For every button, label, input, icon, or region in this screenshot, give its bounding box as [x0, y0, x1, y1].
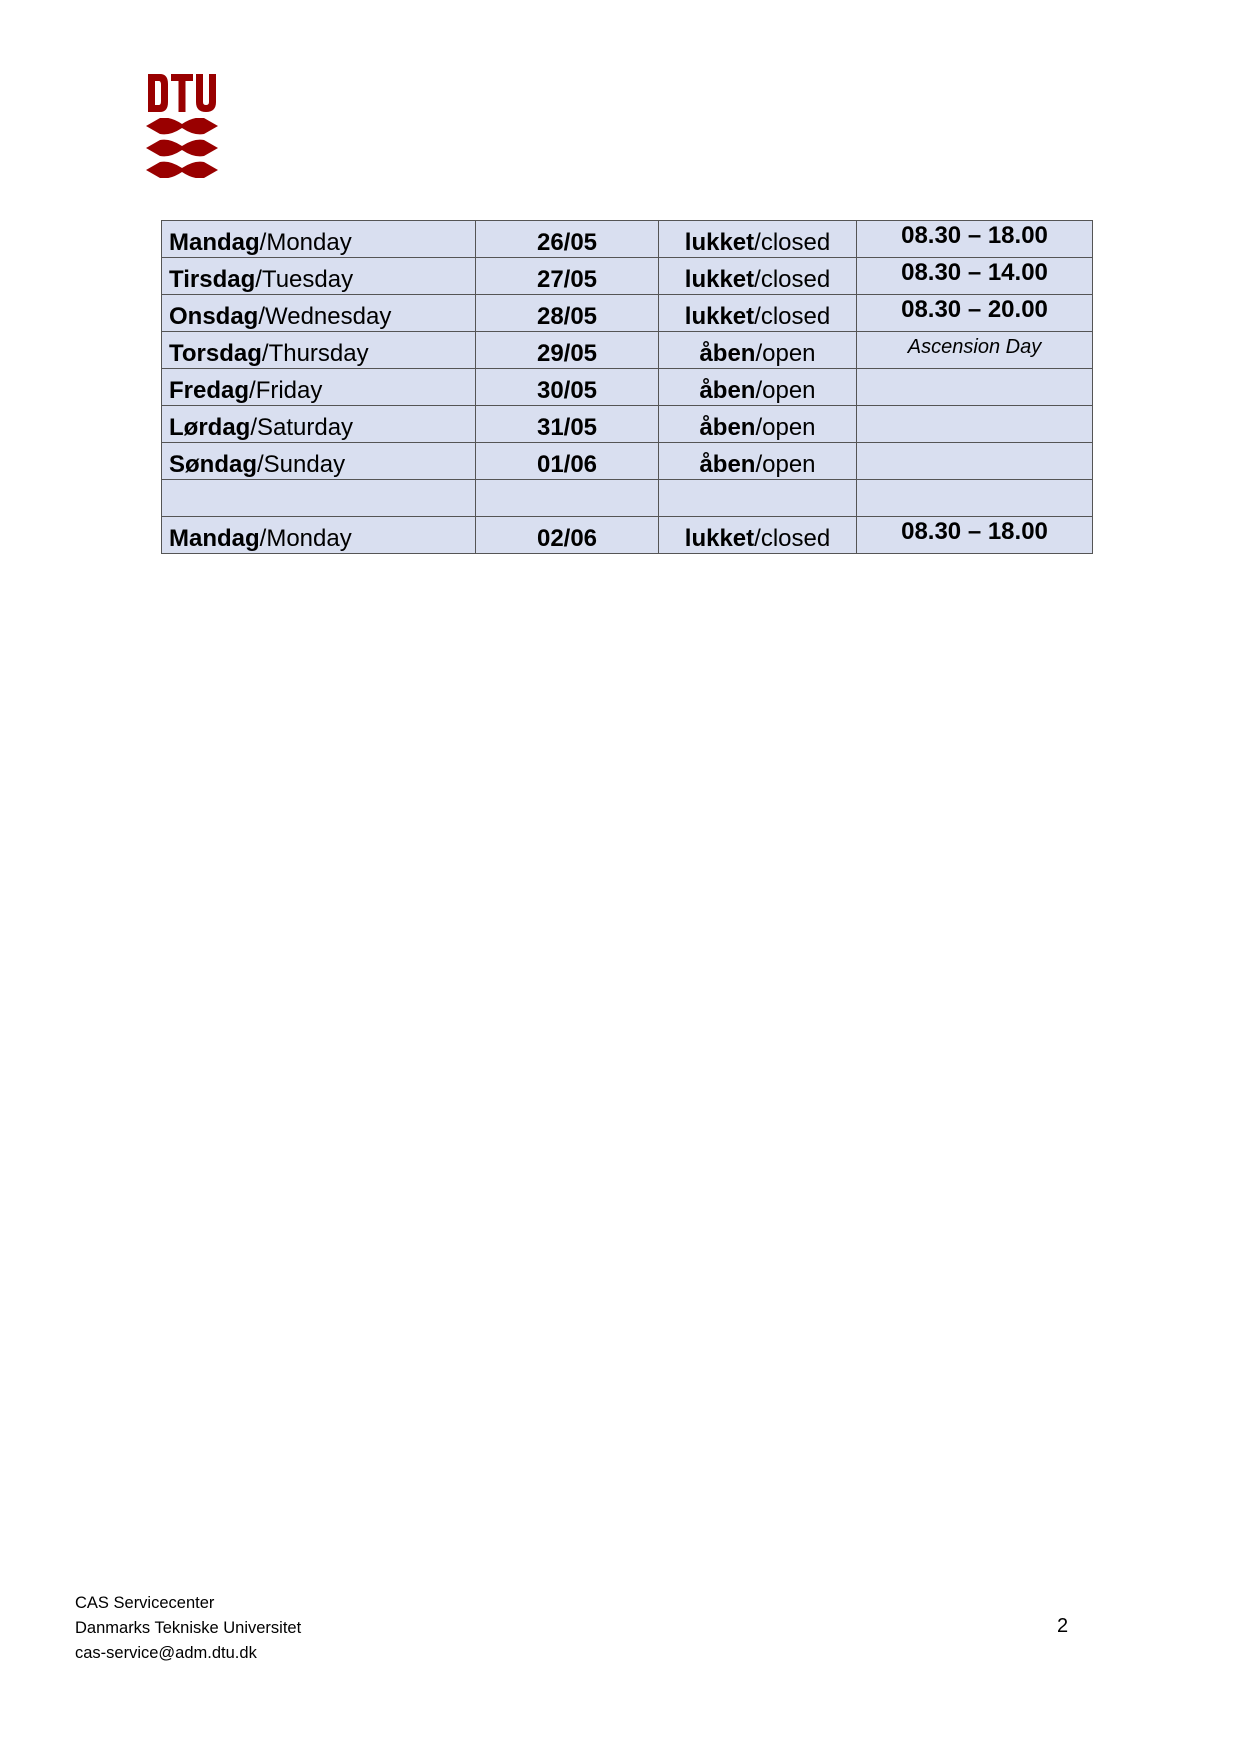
status-separator: / — [755, 451, 763, 478]
date-cell — [476, 406, 659, 443]
footer-email[interactable]: cas-service@adm.dtu.dk — [75, 1644, 257, 1662]
hours-cell — [857, 369, 1093, 406]
hours-cell — [857, 406, 1093, 443]
date-value: 28/05 — [536, 303, 598, 330]
hours-value — [857, 406, 1092, 408]
status-cell — [659, 406, 857, 443]
date-cell — [476, 258, 659, 295]
day-english: Sunday — [263, 451, 346, 478]
dtu-logo — [146, 72, 218, 178]
status-separator: / — [754, 229, 761, 256]
date-cell — [476, 332, 659, 369]
opening-hours-table-body — [162, 221, 1093, 554]
table-row — [162, 443, 1093, 480]
day-danish: Fredag — [169, 377, 250, 404]
table-row-empty — [162, 480, 1093, 517]
status-separator: / — [755, 340, 763, 367]
hours-value — [857, 480, 1092, 482]
hours-cell — [857, 221, 1093, 258]
status-cell — [659, 258, 857, 295]
status-cell — [659, 295, 857, 332]
status-english: closed — [760, 303, 831, 330]
day-cell — [162, 443, 476, 480]
day-danish: Tirsdag — [169, 266, 256, 293]
status-separator: / — [755, 377, 763, 404]
day-english: Wednesday — [265, 303, 392, 330]
day-cell — [162, 332, 476, 369]
table-row — [162, 332, 1093, 369]
hours-cell — [857, 480, 1093, 517]
date-value: 27/05 — [536, 266, 598, 293]
footer-university: Danmarks Tekniske Universitet — [75, 1619, 302, 1637]
day-separator: / — [258, 303, 266, 330]
day-cell — [162, 480, 476, 517]
status-danish: åben — [699, 414, 756, 441]
date-cell — [476, 480, 659, 517]
hours-cell — [857, 517, 1093, 554]
status-english: open — [762, 377, 816, 404]
status-english: open — [762, 451, 816, 478]
day-english: Friday — [255, 377, 323, 404]
status-english: open — [762, 414, 816, 441]
status-cell — [659, 517, 857, 554]
page-number: 2 — [1057, 1615, 1069, 1637]
day-separator: / — [259, 229, 267, 256]
status-separator: / — [754, 525, 761, 552]
date-cell — [476, 295, 659, 332]
hours-value: 08.30 – 14.00 — [901, 259, 1048, 286]
hours-value: 08.30 – 20.00 — [901, 296, 1048, 323]
date-value: 31/05 — [536, 414, 598, 441]
hours-cell — [857, 295, 1093, 332]
hours-cell — [857, 332, 1093, 369]
table-row — [162, 406, 1093, 443]
day-separator: / — [255, 266, 262, 293]
status-danish: lukket — [684, 525, 755, 552]
status-separator: / — [754, 303, 761, 330]
table-row — [162, 295, 1093, 332]
hours-cell — [857, 258, 1093, 295]
hours-cell — [857, 443, 1093, 480]
day-danish: Mandag — [169, 525, 260, 552]
date-cell — [476, 221, 659, 258]
day-danish: Mandag — [169, 229, 260, 256]
day-separator: / — [249, 377, 256, 404]
day-danish: Torsdag — [169, 340, 262, 367]
hours-value — [857, 443, 1092, 445]
date-value: 01/06 — [536, 451, 598, 478]
status-cell — [659, 369, 857, 406]
status-cell — [659, 443, 857, 480]
date-cell — [476, 369, 659, 406]
day-danish: Lørdag — [169, 414, 251, 441]
day-cell — [162, 369, 476, 406]
date-value: 29/05 — [536, 340, 598, 367]
status-danish: lukket — [684, 303, 755, 330]
status-danish: lukket — [684, 229, 755, 256]
day-separator: / — [259, 525, 267, 552]
day-english: Saturday — [257, 414, 354, 441]
status-cell — [659, 480, 857, 517]
status-danish: lukket — [684, 266, 755, 293]
date-value: 30/05 — [536, 377, 598, 404]
status-danish: åben — [699, 340, 756, 367]
hours-value: 08.30 – 18.00 — [901, 222, 1048, 249]
day-separator: / — [250, 414, 257, 441]
day-cell — [162, 258, 476, 295]
status-english: open — [762, 340, 816, 367]
date-cell — [476, 517, 659, 554]
status-danish: åben — [699, 451, 756, 478]
hours-value — [857, 369, 1092, 371]
dtu-logo-waves — [146, 118, 218, 178]
day-cell — [162, 295, 476, 332]
day-cell — [162, 517, 476, 554]
status-cell — [659, 221, 857, 258]
status-english: closed — [760, 229, 831, 256]
dtu-logo-wordmark — [146, 72, 218, 114]
day-danish: Onsdag — [169, 303, 259, 330]
status-english: closed — [760, 525, 831, 552]
holiday-note: Ascension Day — [907, 336, 1042, 358]
day-separator: / — [257, 451, 264, 478]
table-row — [162, 221, 1093, 258]
date-value: 26/05 — [536, 229, 598, 256]
day-cell — [162, 221, 476, 258]
day-separator: / — [261, 340, 269, 367]
status-cell — [659, 332, 857, 369]
status-english: closed — [760, 266, 831, 293]
day-danish: Søndag — [169, 451, 257, 478]
status-separator: / — [755, 414, 763, 441]
day-english: Monday — [266, 525, 352, 552]
hours-value: 08.30 – 18.00 — [901, 518, 1048, 545]
footer-org-unit: CAS Servicecenter — [75, 1594, 215, 1612]
date-value: 02/06 — [536, 525, 598, 552]
status-separator: / — [754, 266, 761, 293]
day-cell — [162, 406, 476, 443]
day-english: Thursday — [268, 340, 369, 367]
day-english: Tuesday — [261, 266, 354, 293]
opening-hours-table — [161, 220, 1093, 554]
table-row — [162, 369, 1093, 406]
table-row — [162, 258, 1093, 295]
day-english: Monday — [266, 229, 352, 256]
footer — [75, 1591, 301, 1666]
table-row — [162, 517, 1093, 554]
date-cell — [476, 443, 659, 480]
status-danish: åben — [699, 377, 756, 404]
